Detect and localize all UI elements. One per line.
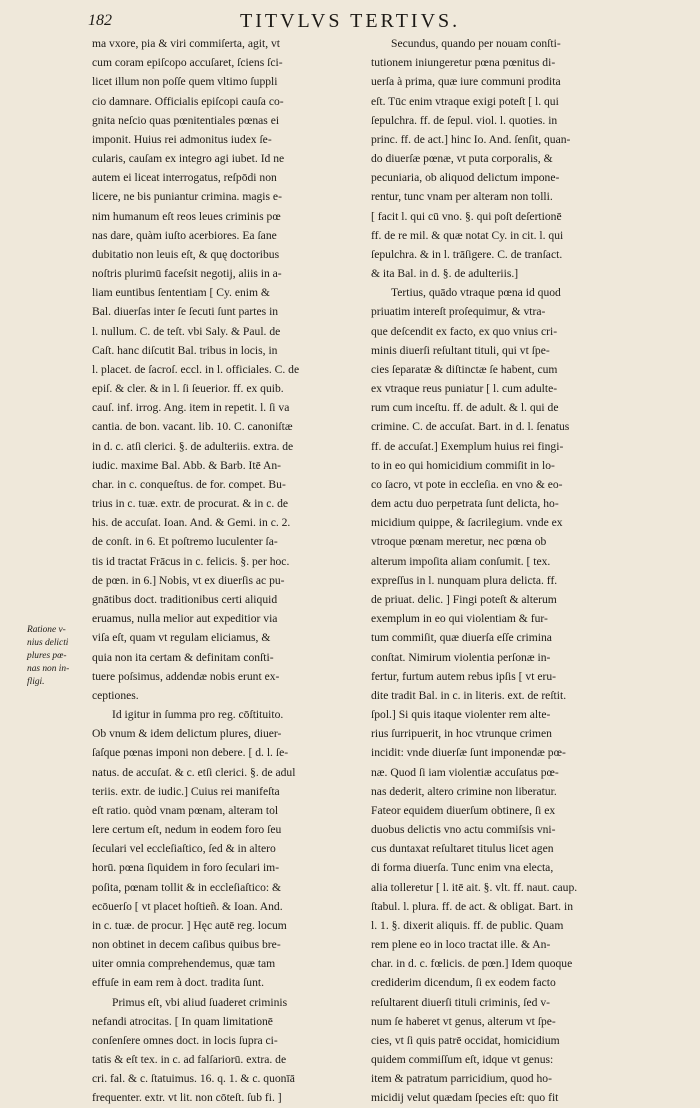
text-line: micidij velut quædam ſpecies eſt: quo fit — [371, 1091, 559, 1105]
running-title: TITVLVS TERTIVS. — [240, 10, 461, 32]
text-line: poſita, pœnam tollit & in eccleſiaſtico: & — [92, 880, 281, 894]
text-line: ff. de accuſat.] Exemplum huius rei fingi- — [371, 439, 564, 453]
text-line: di forma diuerſa. Tunc enim vna electa, — [371, 861, 554, 875]
text-line: cauſ. inf. irrog. Ang. item in repetit. l. ſi va — [92, 401, 290, 415]
text-line: exemplum in eo qui violentiam & fur- — [371, 612, 548, 626]
text-line: [ facit l. qui cū vno. §. qui poſt deſertionē — [371, 209, 562, 223]
text-line: priuatim intereſt proſequimur, & vtra- — [371, 305, 546, 319]
text-line: tis id tractat Frācus in c. felicis. §. per hoc. — [92, 554, 290, 568]
text-line: to in eo qui homicidium commiſit in lo- — [371, 458, 555, 472]
text-line: imponit. Huius rei admonitus iudex ſe- — [92, 132, 272, 146]
text-line: co ſacro, vt pote in eccleſia. en vno & eo- — [371, 477, 563, 491]
text-line: Ob vnum & idem delictum plures, diuer- — [92, 727, 282, 741]
text-line: Id igitur in ſumma pro reg. cōſtituito. — [112, 708, 284, 722]
text-line: ſeculari vel eccleſiaſtico, ſed & in altero — [92, 842, 276, 856]
text-line: frequenter. extr. vt lit. non cōteſt. ſub fi. ] — [92, 1091, 282, 1105]
text-line: minis diuerſi reſultant tituli, qui vt ſpe- — [371, 343, 550, 357]
text-line: & ita Bal. in d. §. de adulteriis.] — [371, 267, 519, 281]
page-header — [0, 6, 700, 36]
text-line: ceptiones. — [92, 688, 139, 702]
text-line: licet illum non poſſe quem vltimo ſuppli — [92, 75, 278, 89]
text-line: vtroque pœnam meretur, nec pœna ob — [371, 535, 547, 549]
text-line: eſt ratio. quòd vnam pœnam, alteram tol — [92, 803, 279, 817]
text-line: alterum impoſita aliam conſumit. [ tex. — [371, 554, 551, 568]
text-line: cularis, cauſam ex integro agi iubet. Id ne — [92, 152, 285, 166]
text-line: crimine. C. de accuſat. Bart. in d. l. ſenatus — [371, 420, 570, 434]
text-line: licere, ne bis puniantur crimina. magis e- — [92, 190, 282, 204]
text-line: fertur, furtum autem rebus ipſis [ vt eru- — [371, 669, 556, 683]
text-line: conſtat. Nimirum violentia perſonæ in- — [371, 650, 551, 664]
text-line: char. in d. c. fœlicis. de pœn.] Idem quoque — [371, 957, 573, 971]
text-line: l. 1. §. dixerit aliquis. ff. de public. Quam — [371, 918, 564, 932]
text-line: in d. c. atſi clerici. §. de adulteriis. extra. de — [92, 439, 294, 453]
text-line: l. nullum. C. de teſt. vbi Saly. & Paul. de — [92, 324, 281, 338]
text-line: nas dederit, altero crimine non liberatur. — [371, 784, 557, 798]
text-line: quia non ita certam & definitam conſti- — [92, 650, 274, 664]
text-line: ſtabul. l. plura. ff. de act. & obligat. Bart. in — [371, 899, 573, 913]
text-line: rius ſurripuerit, in hoc vtrunque crimen — [371, 727, 552, 741]
text-line: liam euntibus ſententiam [ Cy. enim & — [92, 286, 270, 300]
text-line: dem actu duo perpetrata ſunt delicta, ho- — [371, 497, 559, 511]
text-line: horū. pœna ſiquidem in foro ſeculari im- — [92, 861, 280, 875]
text-line: Bal. diuerſas inter ſe ſecuti ſunt partes in — [92, 305, 279, 319]
text-line: tuere poſsimus, addendæ nobis erunt ex- — [92, 669, 280, 683]
text-line: cantia. de bon. vacant. lib. 10. C. canoniſtæ — [92, 420, 293, 434]
text-line: his. de accuſat. Ioan. And. & Gemi. in c. 2. — [92, 516, 291, 530]
text-line: tum commiſit, quæ diuerſa eſſe crimina — [371, 631, 552, 645]
text-line: teriis. extr. de iudic.] Cuius rei manifeſta — [92, 784, 280, 798]
text-line: do diuerſæ pœnæ, vt puta corporalis, & — [371, 152, 553, 166]
text-line: reſultarent diuerſi tituli criminis, ſed v- — [371, 995, 551, 1009]
text-line: natus. de accuſat. & c. etſi clerici. §. de adul — [92, 765, 296, 779]
text-line: Tertius, quādo vtraque pœna id quod — [391, 286, 561, 300]
text-line: rem plene eo in loco tractat ille. & An- — [371, 938, 551, 952]
text-line: eſt. Tūc enim vtraque exigi poteſt [ l. qui — [371, 94, 559, 108]
text-line: uerſa à prima, quæ iure communi prodita — [371, 75, 561, 89]
marginal-note-line: fligi. — [27, 677, 45, 687]
text-line: duobus delictis vno actu commiſsis vni- — [371, 823, 556, 837]
text-line: rentur, tunc vnam per alteram non tolli. — [371, 190, 553, 204]
marginal-note-line: nius delicti — [27, 638, 69, 648]
text-line: ma vxore, pia & viri commiſerta, agit, vt — [92, 37, 281, 50]
marginal-note-line: Ratione v- — [27, 625, 66, 635]
marginal-note-line: nas non in- — [27, 664, 70, 674]
text-line: nim humanum eſt reos leues criminis pœ — [92, 209, 281, 223]
text-line: Secundus, quando per nouam conſti- — [391, 37, 561, 50]
left-text-column — [92, 34, 363, 1108]
text-line: Fateor equidem diuerſum obtinere, ſi ex — [371, 803, 556, 817]
text-line: dite tradit Bal. in c. in literis. ext. de reſtit. — [371, 688, 567, 702]
text-line: incidit: vnde diuerſæ ſunt imponendæ pœ- — [371, 746, 566, 760]
text-line: Caſt. hanc diſcutit Bal. tribus in locis, in — [92, 343, 278, 357]
text-line: in c. tuæ. de procur. ] Hęc autē reg. locum — [92, 918, 287, 932]
text-line: conſenſere omnes doct. in locis ſupra ci- — [92, 1033, 278, 1047]
text-line: gnita neſcio quas pœnitentiales pœnas ei — [92, 113, 280, 127]
text-line: de pœn. in 6.] Nobis, vt ex diuerſis ac pu- — [92, 573, 285, 587]
text-line: cri. fal. & c. ſtatuimus. 16. q. 1. & c. quonīā — [92, 1072, 295, 1086]
marginal-note — [27, 624, 91, 689]
text-line: cio damnare. Officialis epiſcopi cauſa co- — [92, 94, 284, 108]
text-line: tutionem iniungeretur pœna pœnitus di- — [371, 56, 556, 70]
text-line: uiter omnia comprehendemus, quæ tam — [92, 957, 276, 971]
text-line: de priuat. delic. ] Fingi poteſt & alterum — [371, 592, 557, 606]
text-line: Primus eſt, vbi aliud ſuaderet criminis — [112, 995, 288, 1009]
text-line: alia tolleretur [ l. itē ait. §. vlt. ff. naut. caup. — [371, 880, 578, 894]
text-line: ff. de re mil. & quæ notat Cy. in cit. l. qui — [371, 228, 564, 242]
text-line: cies ſeparatæ & diſtinctæ ſe habent, cum — [371, 362, 558, 376]
text-line: nas dare, quàm iuſto acerbiores. Ea ſane — [92, 228, 277, 242]
text-line: crediderim dicendum, ſi ex eodem facto — [371, 976, 556, 990]
text-line: ſaſque pœnas imponi non debere. [ d. l. ſe- — [92, 746, 289, 760]
page-number: 182 — [88, 12, 112, 29]
text-line: næ. Quod ſi iam violentiæ accuſatus pœ- — [371, 765, 559, 779]
text-line: item & patratum parricidium, quod ho- — [371, 1072, 552, 1086]
text-line: dubitatio non leuis eſt, & quę doctoribus — [92, 247, 280, 261]
text-line: noſtris plurimū faceſsit negotij, aliis in a- — [92, 267, 282, 281]
text-line: micidium quippe, & ſacrilegium. vnde ex — [371, 516, 563, 530]
marginal-note-line: plures pœ- — [27, 651, 67, 661]
text-line: cum coram epiſcopo accuſaret, ſciens ſci- — [92, 56, 283, 70]
text-line: viſa eſt, quam vt regulam eliciamus, & — [92, 631, 271, 645]
text-line: trius in c. tuæ. extr. de procurat. & in c. de — [92, 497, 289, 511]
text-line: cus duntaxat reſultaret titulus licet agen — [371, 842, 554, 856]
text-line: cies, vt ſi quis patrē occidat, homicidium — [371, 1033, 560, 1047]
text-line: princ. ff. de act.] hinc Io. And. ſenſit, quan- — [371, 132, 571, 146]
text-line: ſepulchra. ff. de ſepul. viol. l. quoties. in — [371, 113, 558, 127]
text-line: num ſe haberet vt genus, alterum vt ſpe- — [371, 1014, 556, 1028]
text-line: autem ei liceat interrogatus, reſpōdi non — [92, 171, 277, 185]
text-line: char. in c. conqueſtus. de for. compet. Bu- — [92, 477, 286, 491]
text-line: quidem commiſſum eſt, idque vt genus: — [371, 1053, 554, 1067]
text-line: eruamus, nulla melior aut expeditior via — [92, 612, 278, 626]
text-line: tatis & eſt tex. in c. ad falſariorū. extra. de — [92, 1053, 287, 1067]
text-line: expreſſus in l. nunquam plura delicta. ff. — [371, 573, 558, 587]
text-line: rum cum inceſtu. ff. de adult. & l. qui de — [371, 401, 559, 415]
text-line: nefandi atrocitas. [ In quam limitationē — [92, 1014, 273, 1028]
text-line: ex vtraque reus puniatur [ l. cum adulte- — [371, 382, 558, 396]
text-line: gnātibus doct. traditionibus certi aliquid — [92, 592, 278, 606]
text-line: ſepulchra. & in l. trāſigere. C. de tranſact. — [371, 247, 563, 261]
text-line: effuſe in eam rem à doct. tradita ſunt. — [92, 976, 265, 990]
text-line: ecōuerſo [ vt placet hoſtieñ. & Ioan. And. — [92, 899, 283, 913]
text-line: pecuniaria, ob aliquod delictum impone- — [371, 171, 560, 185]
right-text-column — [371, 34, 667, 1108]
text-line: que deſcendit ex facto, ex quo vnius cri- — [371, 324, 558, 338]
text-line: non obtinet in decem caſibus quibus bre- — [92, 938, 281, 952]
text-line: l. placet. de ſacroſ. eccl. in l. officiales. C. de — [92, 362, 300, 376]
text-line: lere certum eſt, nedum in eodem foro ſeu — [92, 823, 282, 837]
text-line: iudic. maxime Bal. Abb. & Barb. Itē An- — [92, 458, 282, 472]
text-line: ſpol.] Si quis itaque violenter rem alte- — [371, 708, 551, 722]
text-line: epiſ. & cler. & in l. ſi ſeuerior. ff. ex quib. — [92, 382, 284, 396]
text-line: de conſt. in 6. Et poſtremo luculenter ſa- — [92, 535, 278, 549]
